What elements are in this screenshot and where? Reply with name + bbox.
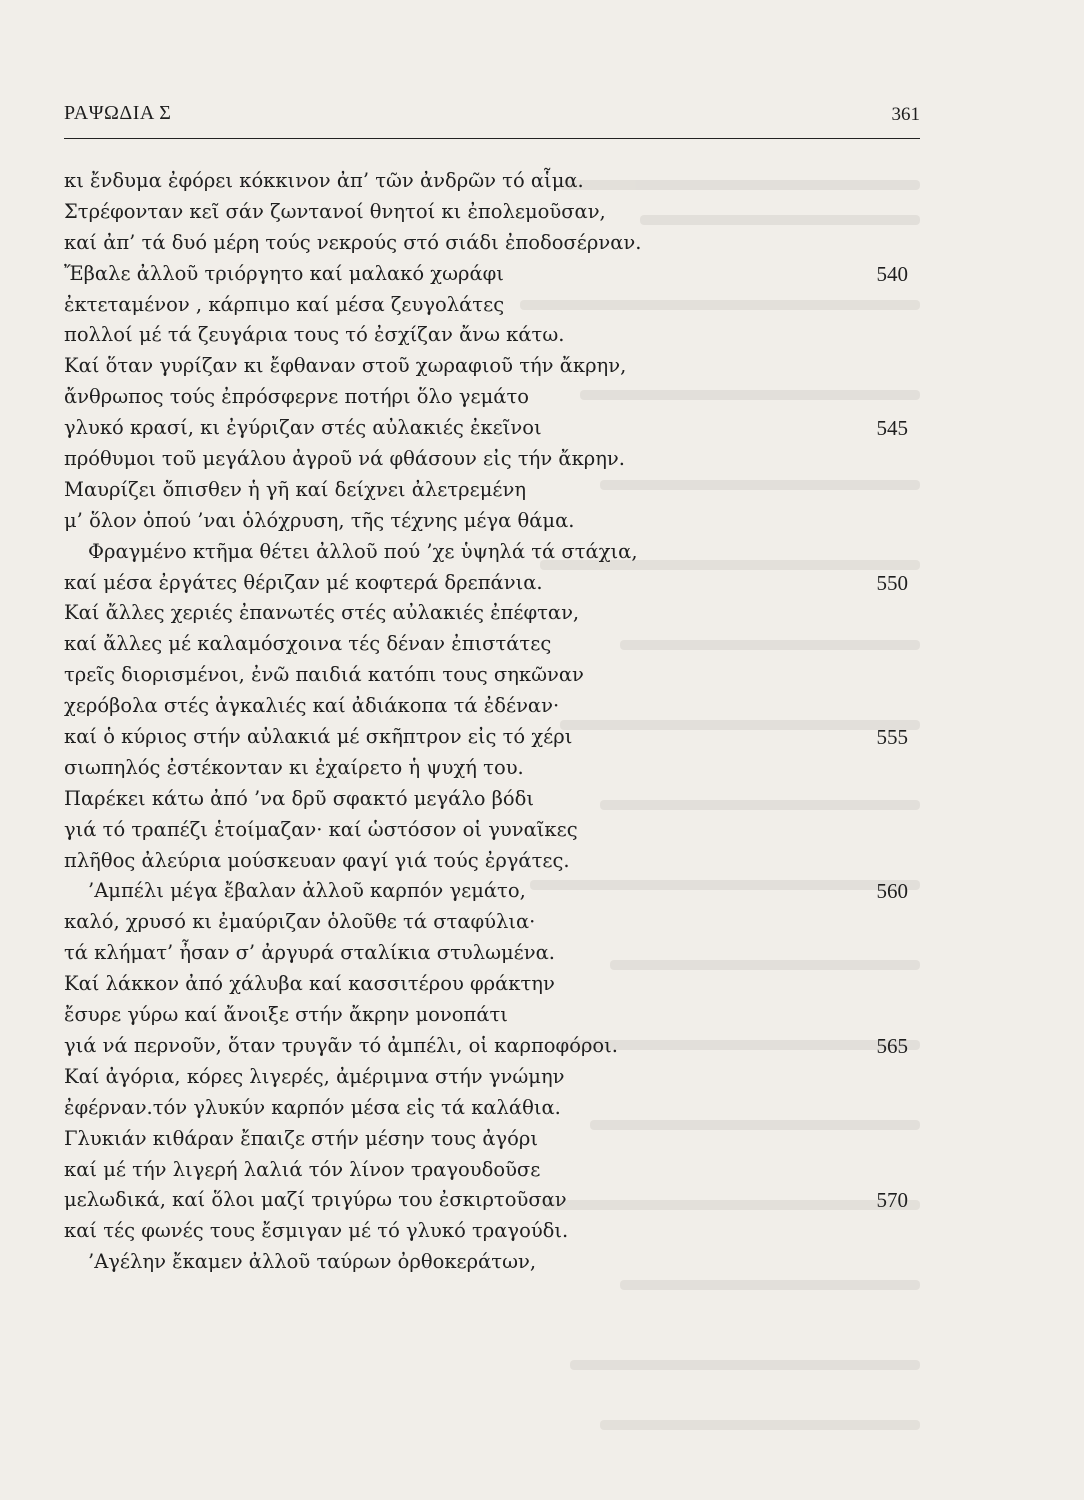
verse-text: τά κλήματ’ ἦσαν σ’ ἀργυρά σταλίκια στυλωμένα. [64,941,555,965]
verse-text: Καί λάκκον ἀπό χάλυβα καί κασσιτέρου φράκτην [64,972,555,996]
verse-text: Καί ἀγόρια, κόρες λιγερές, ἀμέριμνα στήν γνώμην [64,1064,565,1088]
verse-block [64,166,914,1278]
verse-text: ἐφέρναν.τόν γλυκύν καρπόν μέσα εἰς τά καλάθια. [64,1095,561,1119]
line-number: 540 [876,261,908,286]
verse-line [64,1124,914,1155]
verse-text: πλῆθος ἀλεύρια μούσκευαν φαγί γιά τούς ἐργάτες. [64,848,570,872]
verse-text: Στρέφονταν κεῖ σάν ζωντανοί θνητοί κι ἐπολεμοῦσαν, [64,199,606,223]
verse-text: ’Αμπέλι μέγα ἔβαλαν ἀλλοῦ καρπόν γεμάτο, [88,879,526,903]
verse-text: πρόθυμοι τοῦ μεγάλου ἀγροῦ νά φθάσουν εἰς τήν ἄκρην. [64,447,625,471]
verse-line [64,290,914,321]
verse-line [64,413,914,444]
verse-text: σιωπηλός ἐστέκονταν κι ἐχαίρετο ἡ ψυχή του. [64,755,524,779]
verse-line [64,568,914,599]
verse-text: τρεῖς διορισμένοι, ἐνῶ παιδιά κατόπι τους σηκῶναν [64,663,584,687]
verse-line [64,1155,914,1186]
verse-line [64,876,914,907]
verse-line [64,722,914,753]
verse-text: καί ἀπ’ τά δυό μέρη τούς νεκρούς στό σιάδι ἐποδοσέρναν. [64,230,642,254]
verse-line [64,1216,914,1247]
verse-text: μ’ ὅλον ὁπού ’ναι ὁλόχρυση, τῆς τέχνης μέγα θάμα. [64,508,575,532]
verse-line [64,320,914,351]
verse-line [64,506,914,537]
line-number: 565 [876,1033,908,1058]
verse-line [64,753,914,784]
verse-line [64,1031,914,1062]
verse-text: ’Αγέλην ἔκαμεν ἀλλοῦ ταύρων ὀρθοκεράτων, [88,1250,537,1274]
verse-line [64,475,914,506]
verse-line [64,228,914,259]
page-header [64,98,920,139]
verse-text: Καί ὅταν γυρίζαν κι ἔφθαναν στοῦ χωραφιοῦ τήν ἄκρην, [64,354,627,378]
verse-text: πολλοί μέ τά ζευγάρια τους τό ἐσχίζαν ἄνω κάτω. [64,323,565,347]
verse-line [64,1247,914,1278]
verse-line [64,197,914,228]
line-number: 570 [876,1188,908,1213]
verse-line [64,1185,914,1216]
verse-line [64,784,914,815]
verse-text: ἐκτεταμένον , κάρπιμο καί μέσα ζευγολάτες [64,292,505,316]
verse-text: ἔσυρε γύρω καί ἄνοιξε στήν ἄκρην μονοπάτι [64,1003,508,1027]
verse-line [64,629,914,660]
verse-text: χερόβολα στές ἀγκαλιές καί ἀδιάκοπα τά ἐδέναν· [64,694,560,718]
verse-line [64,382,914,413]
verse-line [64,815,914,846]
verse-text: ἄνθρωπος τούς ἐπρόσφερνε ποτήρι ὅλο γεμάτο [64,385,529,409]
verse-text: καί τές φωνές τους ἔσμιγαν μέ τό γλυκό τραγούδι. [64,1219,569,1243]
verse-text: καί ὁ κύριος στήν αὐλακιά μέ σκῆπτρον εἰς τό χέρι [64,725,573,749]
verse-line [64,537,914,568]
verse-line [64,938,914,969]
line-number: 550 [876,570,908,595]
verse-line [64,166,914,197]
verse-text: καί ἄλλες μέ καλαμόσχοινα τές δέναν ἐπιστάτες [64,632,552,656]
verse-line [64,969,914,1000]
verse-text: Μαυρίζει ὄπισθεν ἡ γῆ καί δείχνει ἀλετρεμένη [64,477,527,501]
verse-text: κι ἔνδυμα ἐφόρει κόκκινον ἀπ’ τῶν ἀνδρῶν τό αἷμα. [64,169,584,192]
verse-text: Φραγμένο κτῆμα θέτει ἀλλοῦ πού ’χε ὑψηλά τά στάχια, [88,539,638,563]
line-number: 555 [876,725,908,750]
verse-line [64,907,914,938]
verse-text: Παρέκει κάτω ἀπό ’να δρῦ σφακτό μεγάλο βόδι [64,786,535,810]
verse-line [64,846,914,877]
verse-line [64,259,914,290]
running-head: ΡΑΨΩΔΙΑ Σ [64,102,172,124]
verse-text: Καί ἄλλες χεριές ἐπανωτές στές αὐλακιές ἐπέφταν, [64,601,580,625]
verse-text: μελωδικά, καί ὅλοι μαζί τριγύρω του ἐσκιρτοῦσαν [64,1188,567,1212]
verse-text: καί μέ τήν λιγερή λαλιά τόν λίνον τραγουδοῦσε [64,1157,541,1181]
page-number: 361 [891,104,920,125]
verse-line [64,1093,914,1124]
verse-line [64,444,914,475]
verse-text: γιά νά περνοῦν, ὅταν τρυγᾶν τό ἀμπέλι, οἱ καρποφόροι. [64,1033,618,1057]
verse-text: Ἔβαλε ἀλλοῦ τριόργητο καί μαλακό χωράφι [64,261,504,285]
verse-text: γιά τό τραπέζι ἑτοίμαζαν· καί ὡστόσον οἱ γυναῖκες [64,817,578,841]
verse-text: Γλυκιάν κιθάραν ἔπαιζε στήν μέσην τους ἀγόρι [64,1126,539,1150]
verse-text: καλό, χρυσό κι ἐμαύριζαν ὁλοῦθε τά σταφύλια· [64,910,536,934]
verse-line [64,351,914,382]
verse-line [64,598,914,629]
verse-text: γλυκό κρασί, κι ἐγύριζαν στές αὐλακιές ἐκεῖνοι [64,416,542,440]
line-number: 560 [876,879,908,904]
verse-line [64,1000,914,1031]
verse-text: καί μέσα ἐργάτες θέριζαν μέ κοφτερά δρεπάνια. [64,570,543,594]
verse-line [64,691,914,722]
verse-line [64,660,914,691]
verse-line [64,1062,914,1093]
line-number: 545 [876,416,908,441]
